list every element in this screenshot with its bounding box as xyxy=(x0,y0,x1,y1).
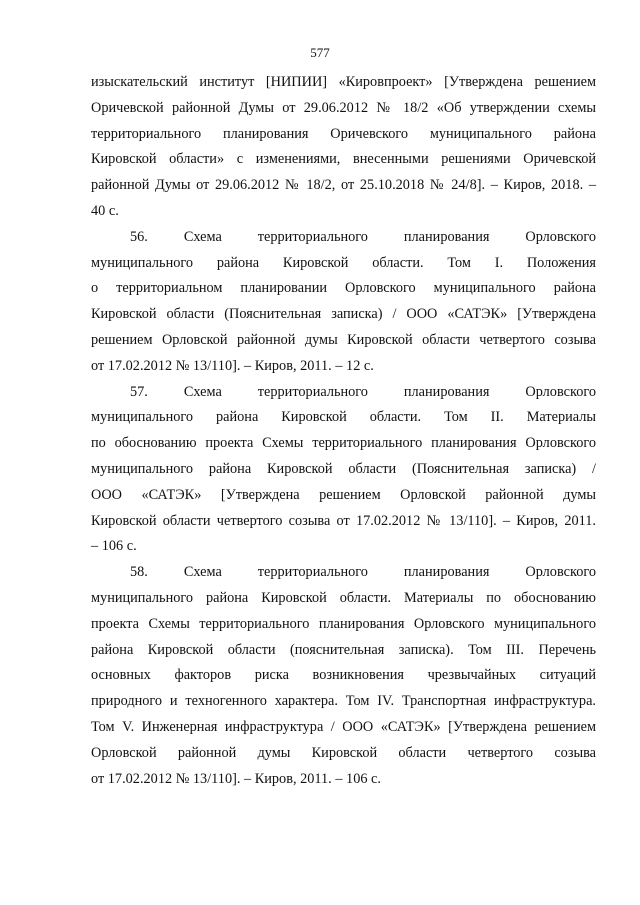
text-line: Кировской области» с изменениями, внесенными решениями Оричевской xyxy=(91,151,596,168)
text-line: ООО «САТЭК» [Утверждена решением Орловской районной думы xyxy=(91,486,596,503)
text-line: муниципального района Кировской области. Том I. Положения xyxy=(91,254,596,271)
text-line: Орловской районной думы Кировской области четвертого созыва xyxy=(91,744,596,761)
text-line: от 17.02.2012 № 13/110]. – Киров, 2011. – 106 с. xyxy=(91,770,381,787)
text-line: районной Думы от 29.06.2012 № 18/2, от 25.10.2018 № 24/8]. – Киров, 2018. – xyxy=(91,177,596,194)
text-line: 57. Схема территориального планирования Орловского xyxy=(130,383,596,400)
text-line: района Кировской области (пояснительная записка). Том III. Перечень xyxy=(91,641,596,658)
text-line: 40 с. xyxy=(91,202,119,219)
text-line: муниципального района Кировской области. Материалы по обоснованию xyxy=(91,589,596,606)
text-line: основных факторов риска возникновения чрезвычайных ситуаций xyxy=(91,667,596,684)
text-line: от 17.02.2012 № 13/110]. – Киров, 2011. – 12 с. xyxy=(91,357,374,374)
text-line: по обоснованию проекта Схемы территориального планирования Орловского xyxy=(91,435,596,452)
text-line: о территориальном планировании Орловского муниципального района xyxy=(91,280,596,297)
text-line: природного и техногенного характера. Том IV. Транспортная инфраструктура. xyxy=(91,693,596,710)
page-number: 577 xyxy=(310,45,330,60)
text-line: муниципального района Кировской области (Пояснительная записка) / xyxy=(91,460,596,477)
text-line: Оричевской районной Думы от 29.06.2012 № 18/2 «Об утверждении схемы xyxy=(91,99,596,116)
text-line: – 106 с. xyxy=(91,538,137,555)
text-line: 58. Схема территориального планирования Орловского xyxy=(130,564,596,581)
text-line: муниципального района Кировской области. Том II. Материалы xyxy=(91,409,596,426)
bibliography-text xyxy=(91,70,596,792)
text-line: решением Орловской районной думы Кировской области четвертого созыва xyxy=(91,331,596,348)
text-line: территориального планирования Оричевского муниципального района xyxy=(91,125,596,142)
text-line: Кировской области четвертого созыва от 17.02.2012 № 13/110]. – Киров, 2011. xyxy=(91,512,596,529)
text-line: проекта Схемы территориального планирования Орловского муниципального xyxy=(91,615,596,632)
text-line: 56. Схема территориального планирования Орловского xyxy=(130,228,596,245)
text-line: изыскательский институт [НИПИИ] «Кировпроект» [Утверждена решением xyxy=(91,74,596,90)
text-line: Том V. Инженерная инфраструктура / ООО «САТЭК» [Утверждена решением xyxy=(91,718,596,735)
text-line: Кировской области (Пояснительная записка) / ООО «САТЭК» [Утверждена xyxy=(91,306,596,323)
